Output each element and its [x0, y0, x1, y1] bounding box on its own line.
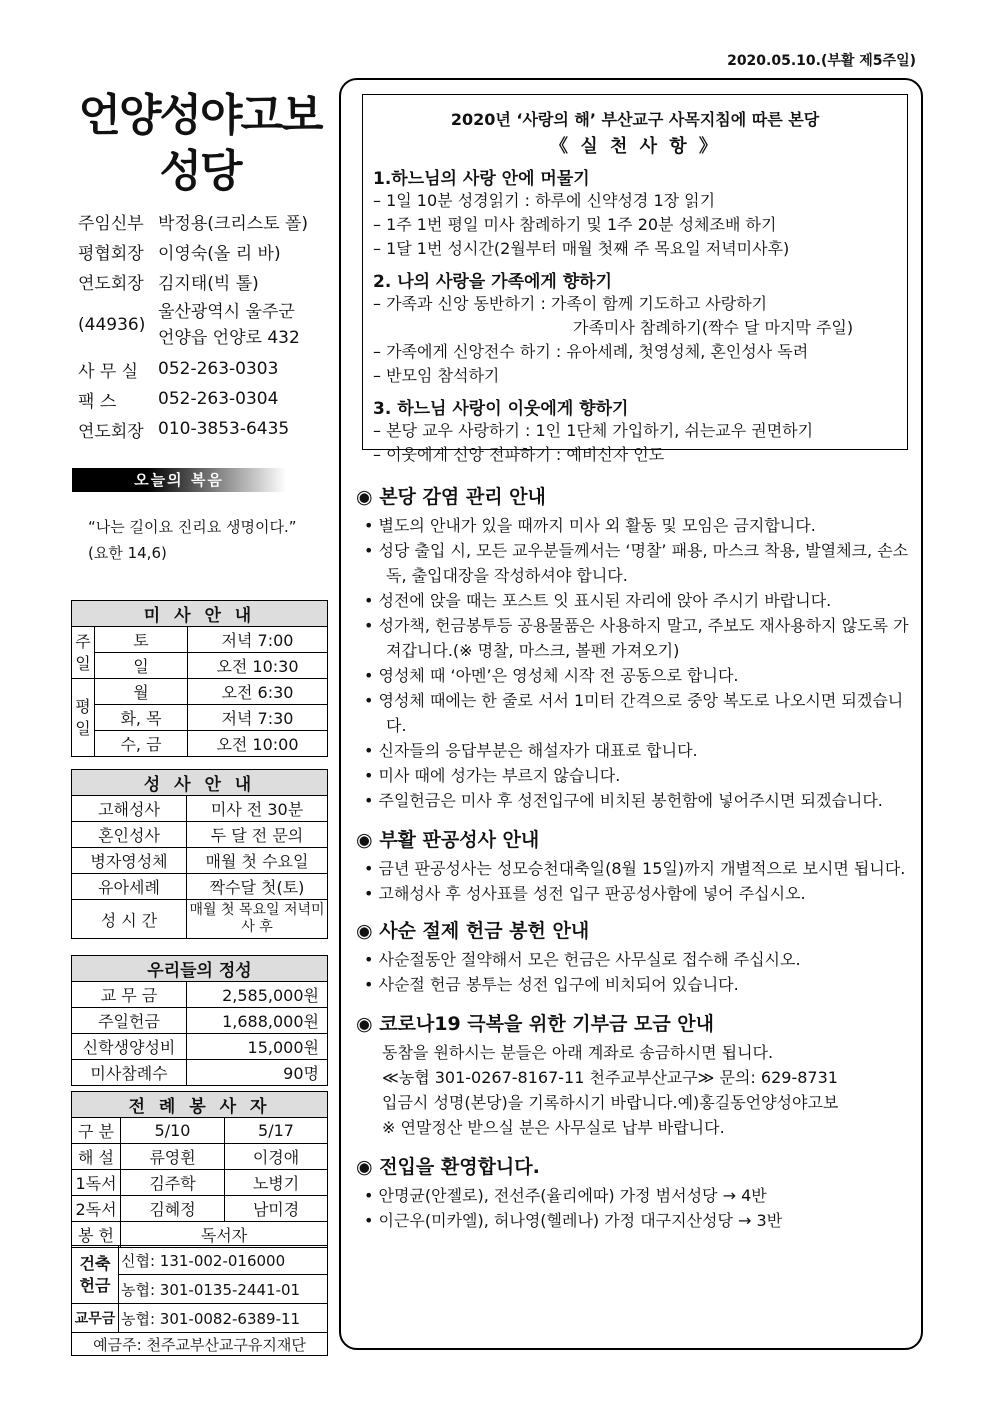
address-lines [158, 299, 330, 351]
pastoral-item: – 이웃에게 신앙 전파하기 : 예비신자 인도 [373, 445, 665, 464]
mass-schedule-table [71, 600, 328, 757]
pastoral-item: 가족미사 참례하기(짝수 달 마지막 주일) [573, 318, 854, 337]
account-table [71, 1245, 328, 1356]
parish-name [74, 88, 326, 200]
notice-item: • 영성체 때에는 한 줄로 서서 1미터 간격으로 중앙 복도로 나오시면 되겠습니다. [364, 691, 904, 735]
notice-item: • 금년 판공성사는 성모승천대축일(8월 15일)까지 개별적으로 보시면 됩니다. [364, 859, 906, 878]
mass-time: 오전 6:30 [188, 679, 328, 705]
pastoral-item: – 가족과 신앙 동반하기 : 가족이 함께 기도하고 사랑하기 [373, 294, 768, 313]
mass-day: 화, 목 [95, 705, 188, 731]
contact-label: 사 무 실 [78, 361, 139, 382]
pastoral-section-heading: 3. 하느님 사랑이 이웃에게 향하기 [373, 399, 629, 419]
pastoral-section-heading: 1.하느님의 사랑 안에 머물기 [373, 169, 590, 189]
server-name: 김주학 [121, 1170, 225, 1196]
mass-table-title: 미 사 안 내 [72, 601, 328, 627]
notice-item: • 성전에 앉을 때는 포스트 잇 표시된 자리에 앉아 주시기 바랍니다. [364, 591, 832, 610]
pastoral-item: – 1주 1번 평일 미사 참례하기 및 1주 20분 성체조배 하기 [373, 215, 777, 234]
welcome-heading: ◉ 전입을 환영합니다. [356, 1156, 540, 1178]
weekday-label: 평일 [72, 679, 95, 757]
contact-value: 052-263-0304 [158, 389, 279, 409]
info-label: 연도회장 [78, 273, 144, 294]
sacrament-info: 짝수달 첫(토) [187, 874, 328, 900]
server-role: 2독서 [72, 1196, 121, 1222]
mass-day: 월 [95, 679, 188, 705]
sunday-label: 주일 [72, 627, 95, 679]
notice-heading: ◉ 사순 절제 헌금 봉헌 안내 [356, 920, 590, 942]
mass-time: 저녁 7:00 [188, 627, 328, 653]
gospel-quote [88, 514, 328, 566]
sacrament-info: 매월 첫 목요일 저녁미사 후 [187, 900, 328, 939]
notice-item: • 영성체 때 ‘아멘’은 영성체 시작 전 공동으로 합니다. [364, 666, 739, 685]
server-name: 김혜정 [121, 1196, 225, 1222]
welcome-item: • 안명균(안젤로), 전선주(율리에따) 가정 범서성당 → 4반 [364, 1186, 767, 1205]
sacrament-table-title: 성 사 안 내 [72, 770, 328, 796]
parish-info [78, 206, 330, 444]
sacrament-name: 병자영성체 [72, 848, 187, 874]
pastoral-item: – 본당 교우 사랑하기 : 1인 1단체 가입하기, 쉬는교우 권면하기 [373, 421, 814, 440]
notice-item: • 별도의 안내가 있을 때까지 미사 외 활동 및 모임은 금지합니다. [364, 516, 816, 535]
server-name: 남미경 [225, 1196, 328, 1222]
notice-item: • 성당 출입 시, 모든 교우분들께서는 ‘명찰’ 패용, 마스크 착용, 발열체크, 손소독, 출입대장을 작성하셔야 합니다. [364, 541, 909, 585]
servers-head-date: 5/17 [225, 1118, 328, 1144]
bulletin-date: 2020.05.10.(부활 제5주일) [727, 53, 916, 69]
notice-item: • 주일헌금은 미사 후 성전입구에 비치된 봉헌함에 넣어주시면 되겠습니다. [364, 791, 883, 810]
mass-time: 오전 10:30 [188, 653, 328, 679]
contact-label: 팩 스 [78, 391, 117, 412]
covid-line: ※ 연말정산 받으실 분은 사무실로 납부 바랍니다. [382, 1118, 725, 1137]
address-row [78, 296, 330, 354]
contact-value: 052-263-0303 [158, 359, 279, 379]
building-fund-label: 건축헌금 [72, 1246, 119, 1304]
pastoral-section-heading: 2. 나의 사랑을 가족에게 향하기 [373, 272, 613, 292]
info-value: 김지태(빅 톨) [158, 273, 259, 294]
offering-table-title: 우리들의 정성 [72, 956, 328, 982]
pastoral-guidelines-box [362, 94, 908, 464]
covid-line: 입금시 성명(본당)을 기록하시기 바랍니다.예)홍길동언양성야고보 [382, 1093, 839, 1112]
notice-item: • 사순절동안 절약해서 모은 헌금은 사무실로 접수해 주십시오. [364, 950, 801, 969]
server-name: 노병기 [225, 1170, 328, 1196]
offering-label: 주일헌금 [72, 1008, 187, 1034]
parish-name-line2: 성당 [159, 146, 241, 197]
info-row [78, 266, 330, 296]
info-row [78, 206, 330, 236]
pastoral-item: – 반모임 참석하기 [373, 366, 500, 385]
sacrament-name: 성 시 간 [72, 900, 187, 939]
pastoral-item: – 1일 10분 성경읽기 : 하루에 신약성경 1장 읽기 [373, 191, 716, 210]
sacrament-name: 고해성사 [72, 796, 187, 822]
offering-amount: 15,000원 [187, 1034, 328, 1060]
account-holder: 예금주: 천주교부산교구유지재단 [72, 1333, 328, 1356]
info-row [78, 236, 330, 266]
covid-line: 동참을 원하시는 분들은 아래 계좌로 송금하시면 됩니다. [382, 1043, 774, 1062]
notice-item: • 신자들의 응답부분은 해설자가 대표로 합니다. [364, 741, 698, 760]
info-value: 박정용(크리스토 폴) [158, 213, 309, 234]
sacrament-info: 매월 첫 수요일 [187, 848, 328, 874]
server-role: 해 설 [72, 1144, 121, 1170]
pastoral-item: – 가족에게 신앙전수 하기 : 유아세례, 첫영성체, 혼인성사 독려 [373, 342, 809, 361]
sacrament-name: 혼인성사 [72, 822, 187, 848]
gospel-heading: 오늘의 복음 [72, 468, 286, 492]
mass-day: 토 [95, 627, 188, 653]
notice-item: • 사순절 헌금 봉투는 성전 입구에 비치되어 있습니다. [364, 975, 739, 994]
tithe-label: 교무금 [72, 1304, 119, 1333]
offering-label: 신학생양성비 [72, 1034, 187, 1060]
notice-heading: ◉ 부활 판공성사 안내 [356, 829, 540, 851]
building-account-2: 농협: 301-0135-2441-01 [119, 1275, 328, 1304]
notice-item: • 성가책, 헌금봉투등 공용물품은 사용하지 말고, 주보도 재사용하지 않도록 가져갑니다.(※ 명찰, 마스크, 볼펜 가져오기) [364, 616, 909, 660]
liturgy-servers-table [71, 1091, 328, 1248]
notice-heading: ◉ 본당 감염 관리 안내 [356, 486, 546, 508]
mass-time: 저녁 7:30 [188, 705, 328, 731]
contact-row [78, 414, 330, 444]
pastoral-subtitle: 《 실 천 사 항 》 [550, 136, 720, 157]
sacrament-table [71, 769, 328, 939]
notice-item: • 고해성사 후 성사표를 성전 입구 판공성사함에 넣어 주십시오. [364, 884, 806, 903]
parish-name-line1: 언양성야고보 [78, 90, 322, 141]
pastoral-item: – 1달 1번 성시간(2월부터 매월 첫째 주 목요일 저녁미사후) [373, 239, 790, 258]
covid-donation-heading: ◉ 코로나19 극복을 위한 기부금 모금 안내 [356, 1013, 715, 1035]
gospel-text: “나는 길이요 진리요 생명이다.” [88, 518, 297, 536]
contact-label: 연도회장 [78, 421, 144, 442]
address-line2: 언양읍 언양로 432 [158, 328, 300, 348]
server-name: 독서자 [121, 1222, 328, 1248]
sacrament-info: 미사 전 30분 [187, 796, 328, 822]
mass-day: 일 [95, 653, 188, 679]
servers-head-role: 구 분 [72, 1118, 121, 1144]
mass-day: 수, 금 [95, 731, 188, 757]
contact-row [78, 354, 330, 384]
contact-row [78, 384, 330, 414]
server-role: 봉 헌 [72, 1222, 121, 1248]
notice-item: • 미사 때에 성가는 부르지 않습니다. [364, 766, 621, 785]
offering-table [71, 955, 328, 1086]
info-label: 평협회장 [78, 243, 144, 264]
pastoral-title: 2020년 ‘사랑의 해’ 부산교구 사목지침에 따른 본당 [450, 110, 820, 129]
address-line1: 울산광역시 울주군 [158, 302, 295, 322]
tithe-account: 농협: 301-0082-6389-11 [119, 1304, 328, 1333]
offering-amount: 2,585,000원 [187, 982, 328, 1008]
sacrament-info: 두 달 전 문의 [187, 822, 328, 848]
covid-line: ≪농협 301-0267-8167-11 천주교부산교구≫ 문의: 629-8731 [382, 1068, 838, 1087]
server-name: 이경애 [225, 1144, 328, 1170]
gospel-reference: (요한 14,6) [88, 544, 167, 562]
welcome-item: • 이근우(미카엘), 허나영(헬레나) 가정 대구지산성당 → 3반 [364, 1211, 783, 1230]
offering-amount: 90명 [187, 1060, 328, 1086]
server-role: 1독서 [72, 1170, 121, 1196]
info-label: 주임신부 [78, 213, 144, 234]
notices [356, 476, 916, 1233]
offering-label: 교 무 금 [72, 982, 187, 1008]
info-value: 이영숙(올 리 바) [158, 243, 281, 264]
server-name: 류영휜 [121, 1144, 225, 1170]
offering-label: 미사참례수 [72, 1060, 187, 1086]
sacrament-name: 유아세례 [72, 874, 187, 900]
mass-time: 오전 10:00 [188, 731, 328, 757]
servers-head-date: 5/10 [121, 1118, 225, 1144]
offering-amount: 1,688,000원 [187, 1008, 328, 1034]
building-account-1: 신협: 131-002-016000 [119, 1246, 328, 1275]
zip-code: (44936) [78, 315, 146, 335]
servers-table-title: 전 례 봉 사 자 [72, 1092, 328, 1118]
contact-value: 010-3853-6435 [158, 419, 290, 439]
